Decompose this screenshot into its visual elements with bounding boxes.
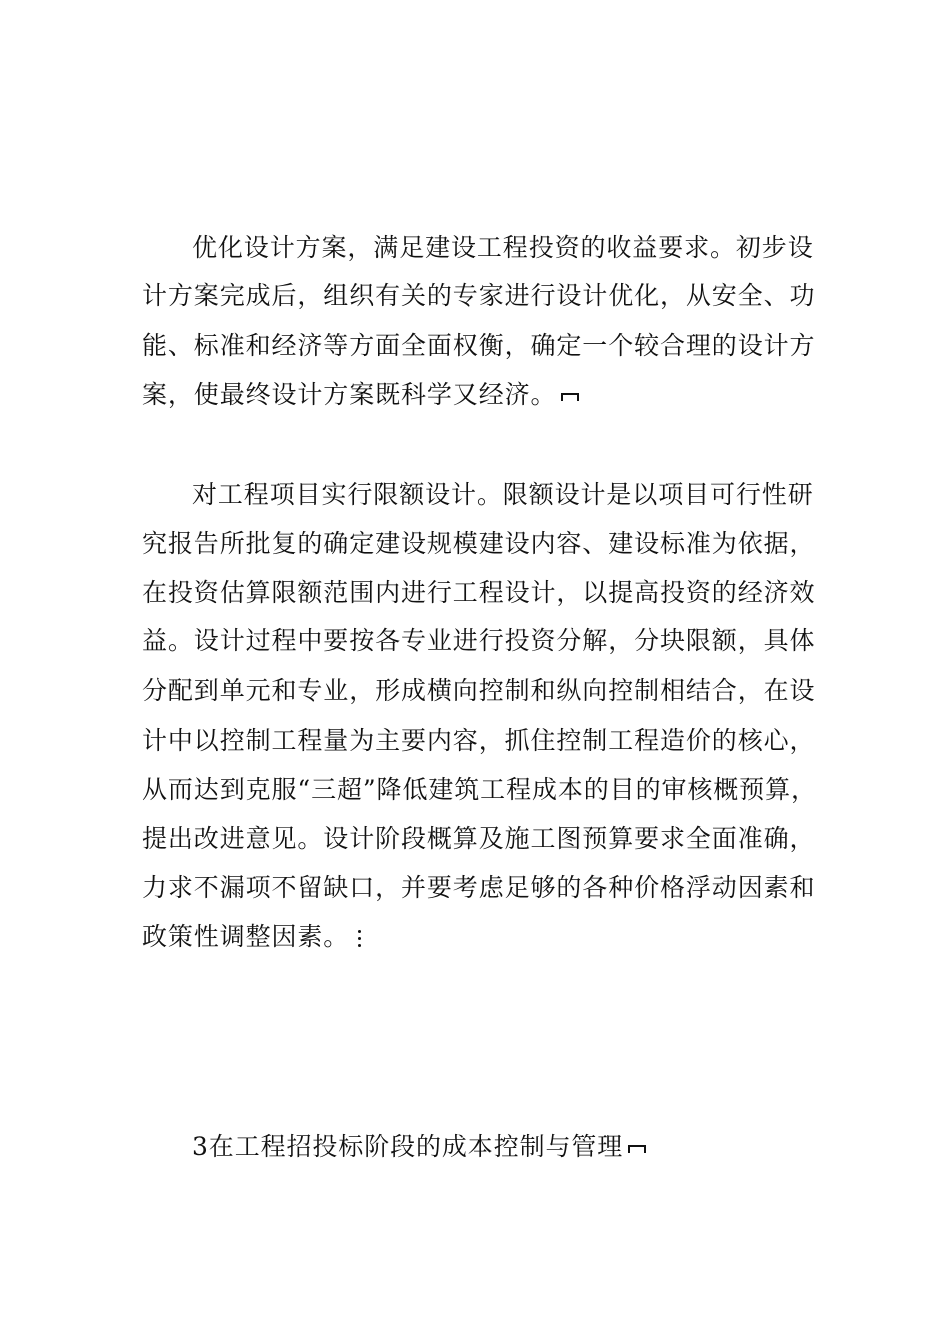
paragraph-2-line-8: 提出改进意见。设计阶段概算及施工图预算要求全面准确，	[142, 824, 816, 853]
paragraph-2-line-7: 从而达到克服“三超”降低建筑工程成本的目的审核概预算，	[142, 775, 817, 804]
paragraph-2-line-1: 对工程项目实行限额设计。限额设计是以项目可行性研	[192, 480, 814, 509]
heading-paragraph-mark-icon	[627, 1143, 647, 1155]
paragraph-1-line-4-wrap	[142, 379, 580, 411]
paragraph-mark-icon	[560, 391, 580, 403]
section-heading: 3在工程招投标阶段的成本控制与管理	[192, 1132, 624, 1161]
paragraph-2-line-9: 力求不漏项不留缺口，并要考虑足够的各种价格浮动因素和	[142, 873, 816, 902]
section-heading-wrap	[192, 1131, 647, 1163]
paragraph-2-line-2: 究报告所批复的确定建设规模建设内容、建设标准为依据，	[142, 529, 816, 558]
paragraph-2-line-3: 在投资估算限额范围内进行工程设计，以提高投资的经济效	[142, 578, 816, 607]
paragraph-2-line-10: 政策性调整因素。	[142, 922, 350, 951]
paragraph-1-line-2: 计方案完成后，组织有关的专家进行设计优化，从安全、功	[142, 281, 816, 310]
paragraph-1-line-1: 优化设计方案，满足建设工程投资的收益要求。初步设	[192, 233, 814, 262]
line-break-marker-icon	[355, 928, 365, 950]
paragraph-1-line-4: 案，使最终设计方案既科学又经济。	[142, 380, 557, 409]
paragraph-1-line-3: 能、标准和经济等方面全面权衡，确定一个较合理的设计方	[142, 331, 816, 360]
paragraph-2-line-6: 计中以控制工程量为主要内容，抓住控制工程造价的核心，	[142, 726, 816, 755]
paragraph-2-line-10-wrap	[142, 921, 365, 953]
paragraph-2-line-4: 益。设计过程中要按各专业进行投资分解，分块限额，具体	[142, 626, 816, 655]
paragraph-2-line-5: 分配到单元和专业，形成横向控制和纵向控制相结合，在设	[142, 676, 816, 705]
